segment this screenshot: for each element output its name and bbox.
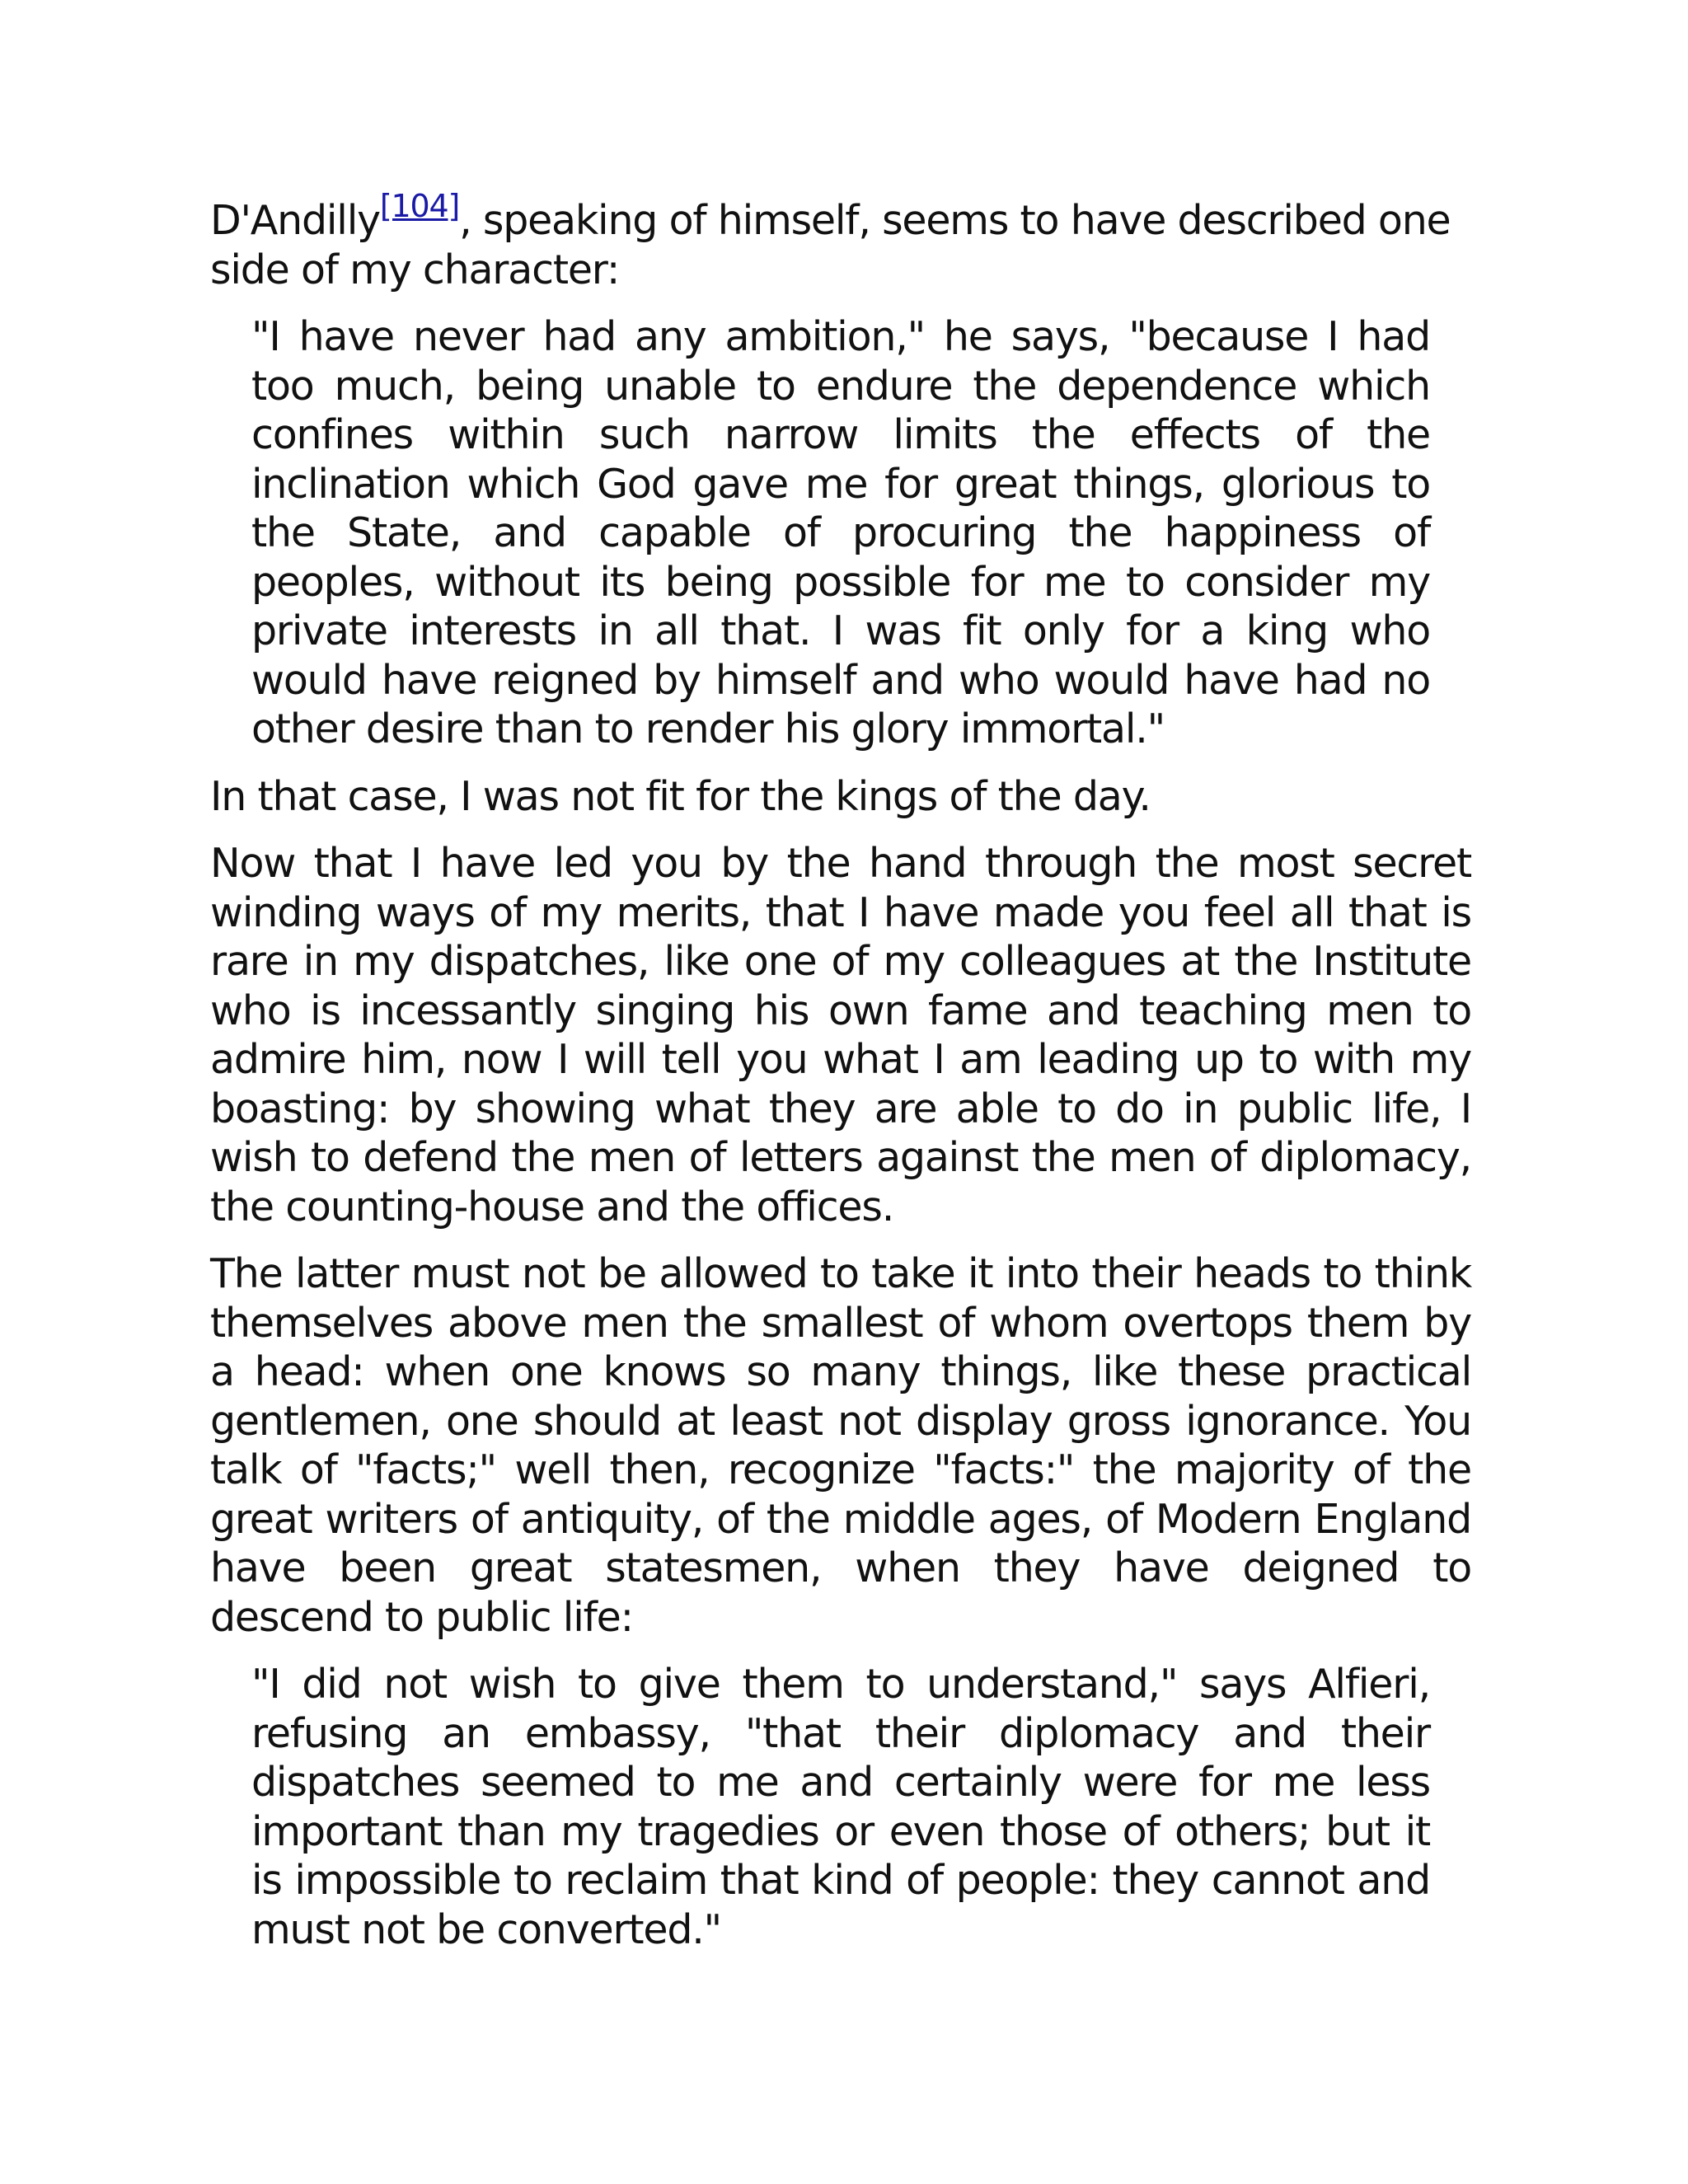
footnote-reference-104[interactable] bbox=[380, 188, 459, 224]
paragraph-dandilly bbox=[210, 187, 1471, 294]
blockquote-dandilly-text: "I have never had any ambition," he says, "because I had too much, being unable to endure the dependence which confines within such narrow limits the effects of the inclination which God gave me for great things, glorious to the State, and capable of procuring the happiness of peoples, without its being possible for me to consider my private interests in all that. I was fit only for a king who would have reigned by himself and who would have had no other desire than to render his glory immortal." bbox=[251, 313, 1430, 752]
paragraph-kings-of-the-day: In that case, I was not fit for the kings of the day. bbox=[210, 772, 1151, 820]
paragraph-the-latter: The latter must not be allowed to take it into their heads to think themselves above men the smallest of whom overtops them by a head: when one knows so many things, like these practical gentlemen, one should at least not display gross ignorance. You talk of "facts;" well then, recognize "facts:" the majority of the great writers of antiquity, of the middle ages, of Modern England have been great statesmen, when they have deigned to descend to public life: bbox=[210, 1250, 1471, 1641]
blockquote-dandilly bbox=[251, 312, 1430, 754]
blockquote-alfieri bbox=[251, 1660, 1430, 1954]
footnote-link-104[interactable]: [104] bbox=[379, 187, 460, 224]
document-body bbox=[210, 187, 1471, 1972]
paragraph-led-you-by-the-hand: Now that I have led you by the hand through the most secret winding ways of my merits, that I have made you feel all that is rare in my dispatches, like one of my colleagues at the Institute who is incessantly singing his own fame and teaching men to admire him, now I will tell you what I am leading up to with my boasting: by showing what they are able to do in public life, I wish to defend the men of letters against the men of diplomacy, the counting-house and the offices. bbox=[210, 840, 1471, 1230]
paragraph-dandilly-start: D'Andilly bbox=[210, 197, 380, 244]
blockquote-alfieri-text: "I did not wish to give them to understand," says Alfieri, refusing an embassy, "that their diplomacy and their dispatches seemed to me and certainly were for me less important than my tragedies or even those of others; but it is impossible to reclaim that kind of people: they cannot and must not be converted." bbox=[251, 1661, 1430, 1953]
paragraph-dandilly-rest: , speaking of himself, seems to have described one side of my character: bbox=[210, 197, 1451, 293]
